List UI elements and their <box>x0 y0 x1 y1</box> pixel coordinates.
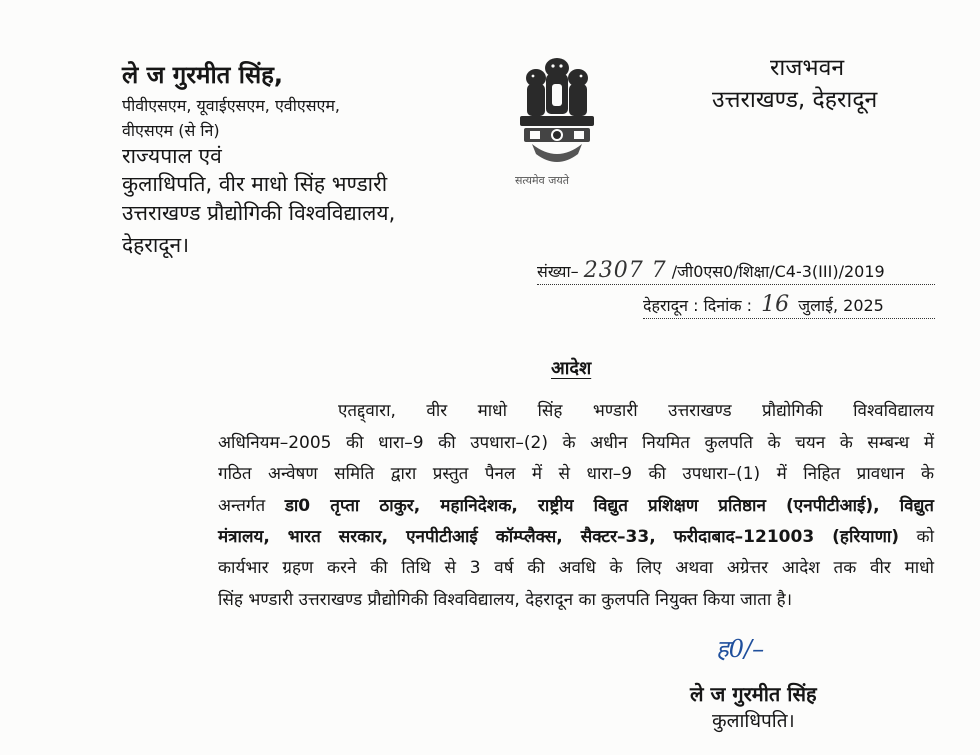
order-date <box>643 292 884 317</box>
sender-designation-1: राज्यपाल एवं <box>122 144 222 168</box>
reference-number <box>537 258 885 283</box>
body-line-1: एतद्द्वारा, वीर माधो सिंह भण्डारी उत्तराखण्ड प्रौद्योगिकी विश्वविद्यालय <box>338 401 934 421</box>
sender-name: ले ज गुरमीत सिंह, <box>122 61 284 89</box>
signer-title: कुलाधिपति। <box>712 710 795 732</box>
sender-honours-2: वीएसएम (से नि) <box>122 121 220 140</box>
sender-honours-1: पीवीएसएम, यूवाईएसएम, एवीएसएम, <box>122 96 341 115</box>
office-name: राजभवन <box>770 55 845 81</box>
date-handwritten-day: 16 <box>761 292 790 317</box>
appointee-name: डा0 तृप्ता ठाकुर, महानिदेशक, राष्ट्रीय विद्युत प्रशिक्षण प्रतिष्ठान (एनपीटीआई), विद्युत <box>284 496 934 516</box>
body-line-4-plain: अन्तर्गत <box>218 496 266 516</box>
body-line-4 <box>218 493 934 516</box>
date-dotted-line <box>643 318 935 319</box>
emblem-motto: सत्यमेव जयते <box>515 174 570 187</box>
body-line-5 <box>218 524 934 547</box>
reference-handwritten-number: 2307 7 <box>583 258 667 283</box>
order-heading: आदेश <box>551 358 592 379</box>
office-location: उत्तराखण्ड, देहरादून <box>712 87 878 113</box>
reference-dotted-line <box>537 284 935 285</box>
sender-designation-2: कुलाधिपति, वीर माधो सिंह भण्डारी <box>122 172 388 196</box>
body-line-7: सिंह भण्डारी उत्तराखण्ड प्रौद्योगिकी विश्वविद्यालय, देहरादून का कुलपति नियुक्त किया जाता है। <box>218 590 793 610</box>
sender-designation-4: देहरादून। <box>122 233 190 257</box>
sender-designation-3: उत्तराखण्ड प्रौद्योगिकी विश्वविद्यालय, <box>122 201 396 225</box>
signer-name: ले ज गुरमीत सिंह <box>690 682 817 706</box>
body-line-6: कार्यभार ग्रहण करने की तिथि से 3 वर्ष की अवधि के लिए अथवा अग्रेत्तर आदेश तक वीर माधो <box>218 558 934 578</box>
body-line-5-plain: को <box>916 527 935 547</box>
body-line-2: अधिनियम–2005 की धारा–9 की उपधारा–(2) के अधीन नियमित कुलपति के चयन के सम्बन्ध में <box>218 433 934 453</box>
reference-suffix: /जी0एस0/शिक्षा/C4-3(III)/2019 <box>671 262 885 281</box>
signature-mark: ह0/– <box>716 635 765 663</box>
ashoka-emblem-icon <box>512 54 602 174</box>
date-rest: जुलाई, 2025 <box>798 296 884 315</box>
date-prefix: देहरादून : दिनांक : <box>643 296 753 315</box>
body-line-3: गठित अन्वेषण समिति द्वारा प्रस्तुत पैनल में से धारा–9 की उपधारा–(1) में निहित प्रावधान के <box>218 464 934 484</box>
appointee-address: मंत्रालय, भारत सरकार, एनपीटीआई कॉम्प्लैक्स, सैक्टर–33, फरीदाबाद–121003 (हरियाणा) <box>218 527 900 547</box>
reference-prefix: संख्या– <box>537 262 579 281</box>
